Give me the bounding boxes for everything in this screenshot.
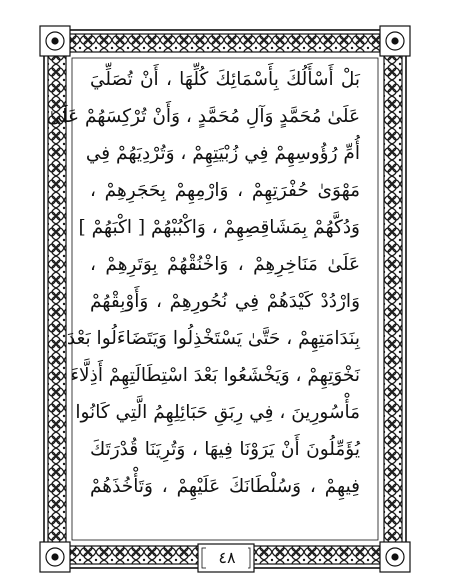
page-number: ٤٨	[206, 547, 248, 569]
text-line: وَدُكَّهُمْ بِمَشَاقِصِهِمْ ، وَاكْبُبْهُمْ [ اكْبَهُمْ ]	[78, 217, 360, 238]
text-line: بِنَدَامَتِهِمْ ، حَتَّىٰ يَسْتَخْذِلُوا وَيَتَضَاءَلُوا بَعْدَ	[66, 328, 360, 349]
corner-ornament-bottom-right	[380, 542, 410, 572]
arabic-text-block	[46, 62, 360, 506]
text-line: عَلَىٰ مُحَمَّدٍ وَآلِ مُحَمَّدٍ ، وَأَنْ تُرْكِسَهُمْ عَلَىٰ	[46, 106, 360, 127]
text-line: بَلْ أَسْأَلُكَ بِأَسْمَائِكَ كُلِّهَا ، أَنْ تُصَلِّيَ	[90, 69, 360, 90]
corner-ornament-top-right	[380, 26, 410, 56]
text-line: وَارْدُدْ كَيْدَهُمْ فِي نُحُورِهِمْ ، وَأَوْبِقْهُمْ	[90, 291, 360, 312]
text-line: فِيهِمْ ، وَسُلْطَانَكَ عَلَيْهِمْ ، وَتَأْخُذَهُمْ	[90, 476, 360, 497]
text-line: أُمِّ رُؤُوسِهِمْ فِي زُبْيَتِهِمْ ، وَتُرْدِيَهُمْ فِي	[85, 143, 360, 164]
text-line: نَخْوَتِهِمْ ، وَيَخْشَعُوا بَعْدَ اسْتِطَالَتِهِمْ أَذِلَّاءَ	[70, 365, 360, 386]
text-line: عَلَىٰ مَنَاخِرِهِمْ ، وَاخْنُقْهُمْ بِوَتَرِهِمْ ،	[90, 254, 360, 275]
corner-ornament-top-left	[40, 26, 70, 56]
corner-ornament-bottom-left	[40, 542, 70, 572]
text-line: مَأْسُورِينَ ، فِي رِبَقِ حَبَائِلِهِمُ الَّتِي كَانُوا	[75, 402, 360, 423]
text-line: يُؤَمِّلُونَ أَنْ يَرَوْنَا فِيهَا ، وَتُرِيَنَا قُدْرَتَكَ	[90, 439, 360, 460]
text-line: مَهْوَىٰ حُفْرَتِهِمْ ، وَارْمِهِمْ بِحَجَرِهِمْ ،	[90, 180, 360, 201]
